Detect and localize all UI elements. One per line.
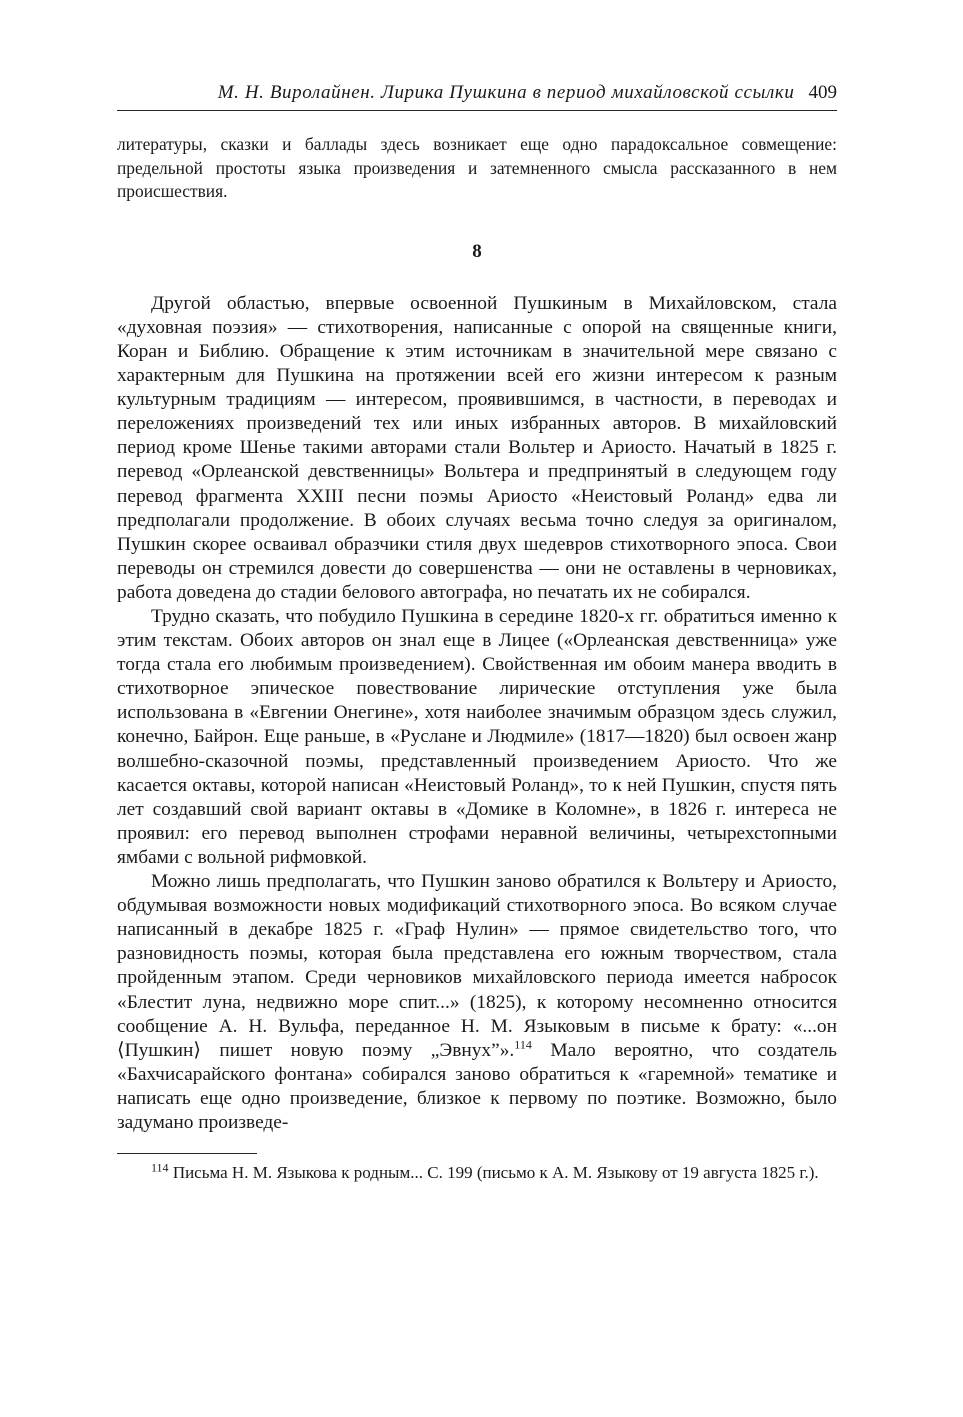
- footnote-reference[interactable]: 114: [514, 1037, 532, 1052]
- page: [117, 82, 837, 1184]
- body-paragraph-3: [117, 870, 837, 1135]
- body-paragraph-1: Другой областью, впервые освоенной Пушкиным в Михайловском, стала «духовная поэзия» — стихотворения, написанные с опорой на священные книги, Коран и Библию. Обращение к этим источникам в значительной мере связано с характерным для Пушкина на протяжении всей его жизни интересом к разным культурным традициям — интересом, проявившимся, в частности, в переводах и переложениях произведений тех или иных избранных авторов. В михайловский период кроме Шенье такими авторами стали Вольтер и Ариосто. Начатый в 1825 г. перевод «Орлеанской девственницы» Вольтера и предпринятый в следующем году перевод фрагмента XXIII песни поэмы Ариосто «Неистовый Роланд» едва ли предполагали продолжение. В обоих случаях весьма точно следуя за оригиналом, Пушкин скорее осваивал образчики стиля двух шедевров стихотворного эпоса. Свои переводы он стремился довести до совершенства — они не оставлены в черновиках, работа доведена до стадии белового автографа, но печатать их не собирался.: [117, 292, 837, 603]
- running-title: М. Н. Виролайнен. Лирика Пушкина в период михайловской ссылки: [217, 82, 795, 103]
- opening-paragraph: литературы, сказки и баллады здесь возникает еще одно парадоксальное совмещение: предельной простоты языка произведения и затемненного смысла рассказанного в нем происшествия.: [117, 134, 837, 202]
- footnote-text: Письма Н. М. Языкова к родным... С. 199 (письмо к А. М. Языкову от 19 августа 1825 г.).: [168, 1163, 819, 1183]
- footnote: [117, 1162, 837, 1184]
- page-number: 409: [808, 82, 837, 103]
- body-paragraph-2: Трудно сказать, что побудило Пушкина в середине 1820-х гг. обратиться именно к этим текстам. Обоих авторов он знал еще в Лицее («Орлеанская девственница» уже тогда стала его любимым произведением). Свойственная им обоим манера вводить в стихотворное эпическое повествование лирические отступления уже была использована в «Евгении Онегине», хотя наиболее значимым образцом здесь служил, конечно, Байрон. Еще раньше, в «Руслане и Людмиле» (1817—1820) был освоен жанр волшебно-сказочной поэмы, представленный произведением Ариосто. Что же касается октавы, которой написан «Неистовый Роланд», то к ней Пушкин, спустя пять лет создавший свой вариант октавы в «Домике в Коломне», в 1826 г. интереса не проявил: его перевод выполнен строфами неравной величины, четырехстопными ямбами с вольной рифмовкой.: [117, 606, 837, 868]
- paragraph-text-continued: Мало вероятно, что создатель «Бахчисарайского фонтана» собирался заново обратиться к «гаремной» тематике и написать еще одно произведение, близкое к первому по поэтике. Возможно, было задумано произведе-: [117, 1039, 837, 1133]
- running-head: [117, 82, 837, 111]
- footnote-divider: [117, 1153, 257, 1154]
- footnote-number: 114: [151, 1160, 169, 1175]
- paragraph-text: Можно лишь предполагать, что Пушкин заново обратился к Вольтеру и Ариосто, обдумывая возможности новых модификаций стихотворного эпоса. Во всяком случае написанный в декабре 1825 г. «Граф Нулин» — прямое свидетельство того, что разновидность поэмы, которая была представлена его южным творчеством, стала пройденным этапом. Среди черновиков михайловского периода имеется набросок «Блестит луна, недвижно море спит...» (1825), к которому несомненно относится сообщение А. Н. Вульфа, переданное Н. М. Языковым в письме к брату: «...он ⟨Пушкин⟩ пишет новую поэму „Эвнух”».: [117, 871, 837, 1061]
- section-heading: 8: [472, 240, 482, 262]
